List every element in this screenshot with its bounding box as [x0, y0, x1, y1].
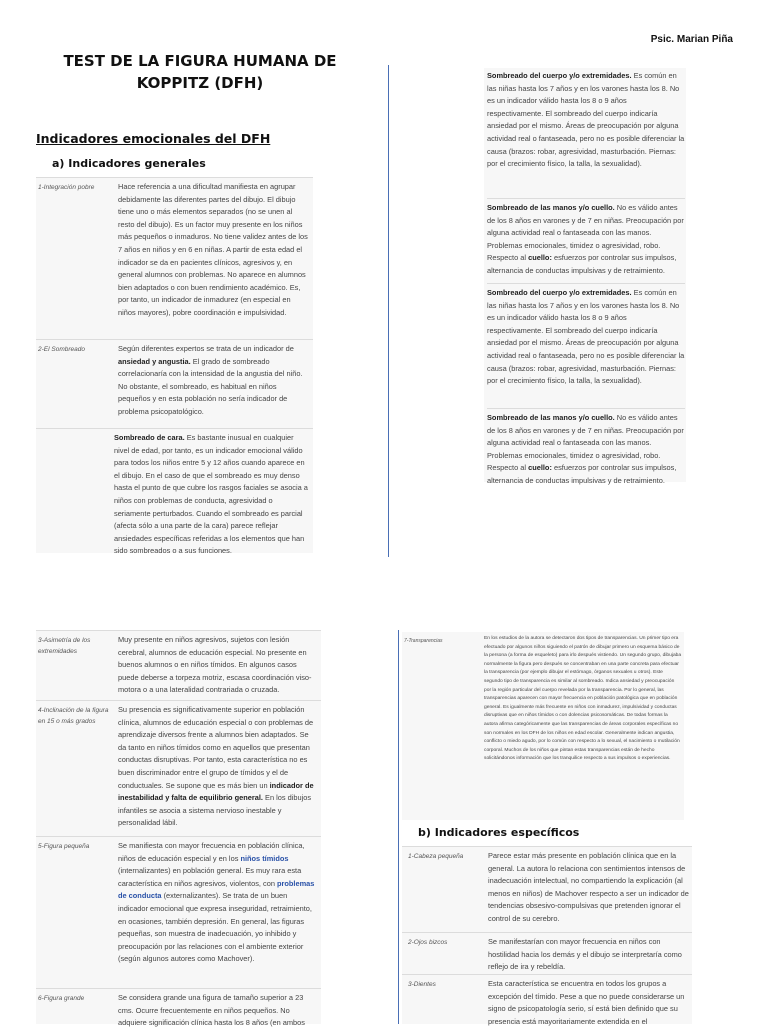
block-bold: Sombreado del cuerpo y/o extremidades.	[487, 71, 632, 80]
subheading-general: a) Indicadores generales	[52, 157, 206, 170]
table-row	[402, 846, 692, 929]
row-label: 1-Cabeza pequeña	[408, 853, 464, 860]
block-bold: Sombreado de las manos y/o cuello.	[487, 413, 615, 422]
block-bold-2: cuello:	[528, 253, 552, 263]
table-row	[36, 339, 313, 428]
shading-body-block-repeat	[487, 283, 685, 388]
row-label: 5-Figura pequeña	[38, 843, 90, 850]
block-bold: Sombreado del cuerpo y/o extremidades.	[487, 288, 632, 297]
row-label: 2-El Sombreado	[38, 346, 85, 353]
row-text: Hace referencia a una dificultad manifiesta en agrupar debidamente las diferentes partes del dibujo. El dibujo tiene uno o más elementos separados (no se unen al resto del dibujo). Es un factor muy presente en los niños más pequeños o inmaduros. No tiene validez antes de los 7 años en niños y en 6 en niñas. A partir de esta edad el indicador se da en pacientes clínicos, agresivos y, en general alumnos con problemas. No aparece en alumnos bien adaptados o con buen rendimiento académico. Es, por tanto, un indicador de inmadurez (en especial en niños mayores), pobre coordinación e impulsividad.	[118, 182, 308, 317]
row-text: Se manifestarían con mayor frecuencia en niños con hostilidad hacia los demás y el dibujo se interpretaría como reflejo de ira y rebeldía.	[488, 937, 682, 972]
row-text	[118, 343, 310, 419]
table-row	[36, 630, 321, 697]
row-text-bold: Sombreado de cara.	[114, 433, 185, 442]
transparencies-block	[402, 632, 684, 820]
row-text	[114, 432, 310, 558]
row-text	[118, 704, 318, 830]
column-divider-2	[398, 630, 399, 1024]
table-row	[36, 177, 313, 338]
page-title: TEST DE LA FIGURA HUMANA DE KOPPITZ (DFH)	[63, 52, 337, 92]
block-bold-2: cuello:	[528, 463, 552, 473]
block-text: No es válido antes de los 8 años en varones y de 7 en niñas. Preocupación por alguna actividad real o fantaseada con las manos. Problemas emocionales, timidez o agresividad, robo. Respecto al	[487, 413, 684, 473]
table-row	[402, 974, 692, 1025]
row-text	[118, 840, 318, 966]
table-row	[36, 700, 321, 833]
shading-hands-block	[487, 198, 685, 278]
row-text-rest: Es bastante inusual en cualquier nivel de edad, por tanto, es un indicador emocional válido para todos los niños entre 5 y 12 años cuando aparece en el dibujo. En el caso de que el sombreado es muy denso hasta el punto de que cubre los rasgos faciales se asocia a niños con problemas de conducta, agresividad o seriamente perturbados. Cuando el sombreado es parcial (afecta sólo a una parte de la cara) parece reflejar ansiedades específicas referidas a los elementos que han sido sombreados o a sus funciones.	[114, 433, 308, 556]
specific-indicators-table	[402, 846, 692, 1024]
shading-hands-block-repeat	[487, 408, 685, 488]
block-text: Es común en las niñas hasta los 7 años y en los varones hasta los 8. No es un indicador válido hasta los 8 o 9 años respectivamente. El sombreado del cuerpo indicaría ansiedad por el mismo. Áreas de preocupación por alguna actividad real o fantaseada, pero no es posible diferenciar la causa (brazos: robar, agresividad, masturbación. Piernas: por el crecimiento físico, la talla, la sexualidad).	[487, 288, 685, 386]
row-label: 1-Integración pobre	[38, 184, 95, 191]
shading-details-pane	[484, 68, 686, 485]
block-text-2: esfuerzos por controlar sus impulsos, alternancia de conductas impulsivas y de retraimiento.	[487, 463, 677, 485]
block-text-2: esfuerzos por controlar sus impulsos, alternancia de conductas impulsivas y de retraimiento.	[487, 253, 677, 275]
row-text: En los estudios de la autora se detectaron dos tipos de transparencias. Un primer tipo era efectuado por algunos niños siguiendo el patrón de dibujar primero un esquema básico de la persona (a forma de esqueleto) para irlo después vistiendo. Un segundo grupo, dibujaba normalmente la figura pero después se concentraban en una parte concreta para efectuar la transparencia (por ejemplo dibujar el estómago, órganos sexuales u otros). Este segundo tipo de transparencia es similar al sombreado. Indica ansiedad y preocupación por la región particular del cuerpo revelada por la transparencia. Por lo general, las transparencias aparecen con mayor frecuencia en población patológica que en población general. Es igualmente más frecuente en niños con inmadurez, impulsividad y conductas disruptivas que en niños tímidos o con dolencias psicosomáticas. De todas formas la autora afirma categóricamente que las transparencias de áreas corporales específicas no son normales en los DFH de los niños en edad escolar. Generalmente indican angustia, conflicto o miedo agudo, por lo común con respecto a lo sexual, el nacimiento o mutilación corporal. Muchos de los niños que pintan estas transparencias están de hecho solicitándonos información que los tranquilice respecto a sus impulsos o experiencias.	[484, 636, 682, 762]
row-label: 2-Ojos bizcos	[408, 939, 448, 946]
row-text-bold: ansiedad y angustia.	[118, 356, 191, 366]
row-text: Se considera grande una figura de tamaño superior a 23 cms. Ocurre frecuentemente en niños pequeños. No adquiere significación clínica hasta los 8 años (en ambos	[118, 993, 305, 1028]
general-indicators-table	[36, 177, 313, 556]
table-row	[36, 836, 321, 987]
row-text-rest-2: (internalizantes) en población general. Es muy rara esta característica en niños agresivos, violentos, con	[118, 866, 302, 888]
block-text: Es común en las niñas hasta los 7 años y en los varones hasta los 8. No es un indicador válido hasta los 8 o 9 años respectivamente. El sombreado del cuerpo indicaría ansiedad por el mismo. Áreas de preocupación por alguna actividad real o fantaseada, pero no es posible diferenciar la causa (brazos: robar, agresividad, masturbación. Piernas: por el crecimiento físico, la talla, la sexualidad).	[487, 71, 685, 169]
row-text: Esta característica se encuentra en todos los grupos a excepción del tímido. Pese a que no puede considerarse un signo de psicopatología serio, sí está bien definido que su presencia está mayoritariamente extendida en el	[488, 979, 685, 1026]
row-text-rest: Su presencia es significativamente superior en población clínica, alumnos de educación especial o con problemas de aprendizaje diversos frente a alumnos bien adaptados. Se da tanto en niños tímidos como en aquellos que presentan conductas disruptivas. Por tanto, esta característica no es buen discriminador entre el grupo de tímidos y el de conductuales. Se supone que es más bien un	[118, 705, 314, 790]
row-text: Muy presente en niños agresivos, sujetos con lesión cerebral, alumnos de educación especial. No presente en buenos alumnos o en niños tímidos. En algunos casos puede deberse a torpeza motriz, escasa coordinación viso-motora o a una lateralidad contrariada o cruzada.	[118, 635, 312, 695]
link-problemas-conducta[interactable]: problemas de conducta	[118, 878, 315, 901]
column-divider	[388, 65, 389, 557]
row-label: 7-Transparencias	[404, 638, 443, 644]
row-label: 3-Asimetría de los extremidades	[38, 637, 91, 655]
row-text-rest-3: (externalizantes). Se trata de un buen indicador emocional que expresa inseguridad, retraimiento, en ocasiones, también depresión. En general, las figuras pequeñas, son muestra de inadecuación, yo inhibido y preocupación por las relaciones con el ambiente exterior (según algunos autores como Machover).	[118, 891, 312, 964]
table-row	[36, 428, 313, 554]
row-text-rest: Se manifiesta con mayor frecuencia en población clínica, niños de educación especial y en los	[118, 841, 305, 863]
row-label: 4-Inclinación de la figura en 15 o más grados	[38, 707, 109, 725]
row-text-rest-2: En los dibujos infantiles se asocia a sistema nervioso inestable y personalidad lábil.	[118, 793, 312, 828]
link-ninos-timidos[interactable]: niños tímidos	[240, 853, 289, 863]
section-heading: Indicadores emocionales del DFH	[36, 131, 271, 146]
row-text-rest: El grado de sombreado correlacionaría con la intensidad de la angustia del niño. No obstante, el sombreado, es habitual en niños pequeños y en esta población no sería indicador de problema psicopatológico.	[118, 356, 303, 416]
table-row	[36, 988, 321, 1028]
author-name: Psic. Marian Piña	[650, 34, 733, 45]
shading-body-block	[487, 70, 685, 171]
block-text: No es válido antes de los 8 años en varones y de 7 en niñas. Preocupación por alguna actividad real o fantaseada con las manos. Problemas emocionales, timidez o agresividad, robo. Respecto al	[487, 203, 684, 263]
row-text-bold: indicador de inestabilidad y falta de equilibrio general.	[118, 780, 314, 803]
row-text-pre: Según diferentes expertos se trata de un indicador de	[118, 344, 294, 353]
table-row	[402, 932, 692, 975]
row-label: 6-Figura grande	[38, 995, 85, 1002]
row-label: 3-Dientes	[408, 981, 436, 988]
general-indicators-table-2	[36, 630, 321, 1028]
block-bold: Sombreado de las manos y/o cuello.	[487, 203, 615, 212]
subheading-specific: b) Indicadores específicos	[418, 826, 580, 839]
row-text: Parece estar más presente en población clínica que en la general. La autora lo relaciona con sentimientos intensos de inadecuación intelectual, no compartiendo la explicación (al menos en niños) de Machover respecto a ser un indicador de tendencias obsesivo-compulsivas que pretenden ignorar el control de su cerebro.	[488, 851, 689, 923]
